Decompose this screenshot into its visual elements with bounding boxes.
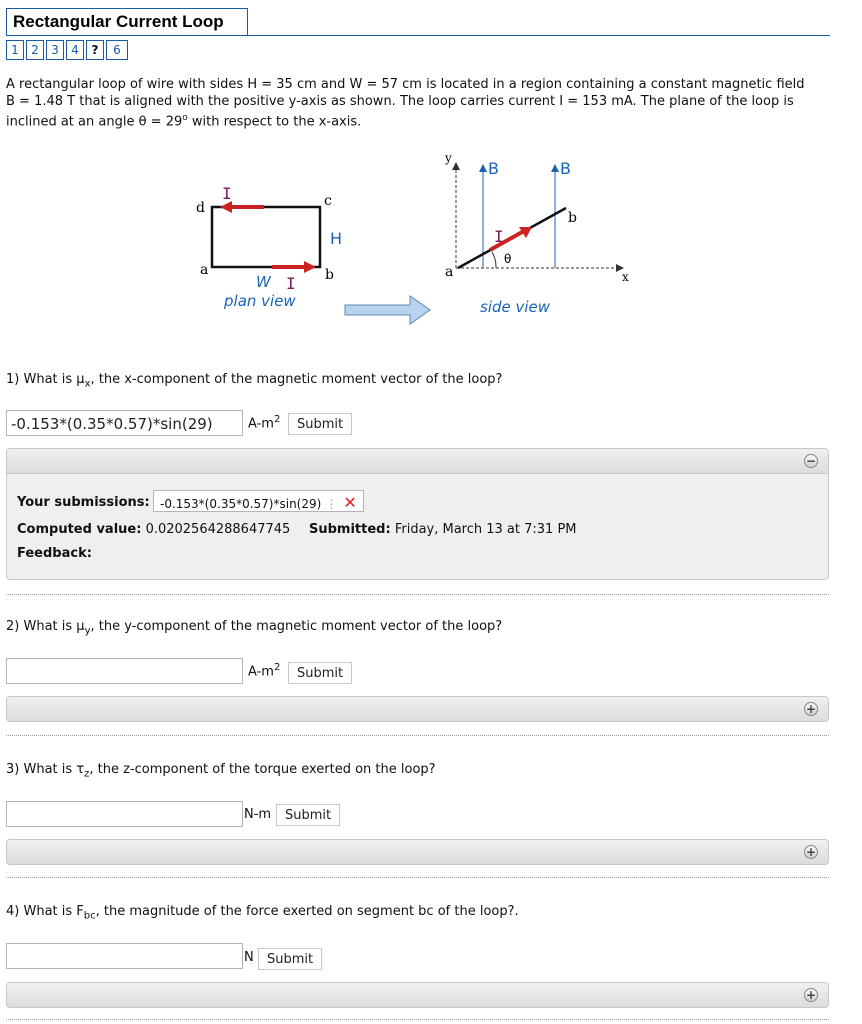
submission-entry: -0.153*(0.35*0.57)*sin(29) ⋮ ✕ bbox=[153, 490, 364, 512]
label-a-plan: a bbox=[200, 262, 209, 278]
loop-figure bbox=[190, 150, 630, 325]
q1-submission-bar[interactable] bbox=[6, 448, 829, 474]
expand-icon[interactable]: + bbox=[805, 845, 817, 859]
feedback-label: Feedback: bbox=[17, 546, 92, 561]
q2-answer-input[interactable] bbox=[6, 658, 243, 684]
pager-item-6[interactable]: 6 bbox=[106, 40, 128, 60]
page-title: Rectangular Current Loop bbox=[6, 8, 248, 36]
label-d: d bbox=[196, 200, 205, 216]
q4-answer-input[interactable] bbox=[6, 943, 243, 969]
question-2-text: 2) What is $\mu_y$, the y-component of the magnetic moment vector of the loop? bbox=[6, 619, 503, 637]
theta-arc bbox=[492, 252, 496, 268]
pager-item-2[interactable]: 2 bbox=[26, 40, 44, 60]
intro-line-1: A rectangular loop of wire with sides H = 35 cm and W = 57 cm is located in a region containing a constant magnetic field bbox=[6, 77, 805, 92]
q3-answer-input[interactable] bbox=[6, 801, 243, 827]
divider bbox=[6, 877, 829, 878]
label-b-side: b bbox=[568, 210, 577, 226]
pager-item-1[interactable]: 1 bbox=[6, 40, 24, 60]
label-current-top: I bbox=[222, 184, 232, 203]
q4-submission-bar[interactable] bbox=[6, 982, 829, 1008]
side-view-caption: side view bbox=[480, 298, 551, 316]
divider bbox=[6, 735, 829, 736]
label-b-field-2: B bbox=[560, 159, 571, 178]
question-3-text: 3) What is $\tau_z$, the z-component of the torque exerted on the loop? bbox=[6, 762, 436, 780]
label-height: H bbox=[330, 229, 343, 248]
label-current-bottom: I bbox=[286, 274, 296, 293]
b-field-arrowhead-2 bbox=[551, 164, 559, 172]
pager-item-3[interactable]: 3 bbox=[46, 40, 64, 60]
q1-answer-input[interactable]: -0.153*(0.35*0.57)*sin(29) bbox=[6, 410, 243, 436]
divider bbox=[6, 1019, 829, 1020]
q2-submission-bar[interactable] bbox=[6, 696, 829, 722]
submitted-time: Submitted: Friday, March 13 at 7:31 PM bbox=[309, 522, 577, 537]
label-width: W bbox=[256, 273, 271, 291]
label-a-side: a bbox=[445, 264, 454, 280]
plan-view-caption: plan view bbox=[224, 292, 296, 310]
label-b-field-1: B bbox=[488, 159, 499, 178]
q3-submit-button[interactable]: Submit bbox=[276, 804, 340, 826]
q2-unit: $A-m^2$ bbox=[248, 662, 281, 680]
collapse-icon[interactable]: − bbox=[805, 454, 817, 468]
q1-unit: $A-m^2$ bbox=[248, 414, 281, 432]
your-submissions-label: Your submissions: bbox=[17, 495, 150, 510]
q2-submit-button[interactable]: Submit bbox=[288, 662, 352, 684]
title-rule bbox=[6, 35, 830, 36]
label-theta: θ bbox=[504, 252, 512, 266]
label-x-axis: x bbox=[622, 270, 629, 284]
b-field-arrowhead-1 bbox=[479, 164, 487, 172]
transition-arrow bbox=[345, 296, 430, 324]
label-b-plan: b bbox=[325, 267, 334, 283]
question-4-text: 4) What is $F_{bc}$, the magnitude of the force exerted on segment bc of the loop?. bbox=[6, 904, 519, 922]
q1-submit-button[interactable]: Submit bbox=[288, 413, 352, 435]
expand-icon[interactable]: + bbox=[805, 988, 817, 1002]
problem-statement bbox=[6, 76, 841, 130]
q4-submit-button[interactable]: Submit bbox=[258, 948, 322, 970]
computed-value: Computed value: 0.0202564288647745 bbox=[17, 522, 291, 537]
q4-unit: N bbox=[244, 950, 254, 965]
incorrect-x-icon: ✕ bbox=[343, 493, 357, 512]
label-y-axis: y bbox=[445, 151, 452, 165]
q3-unit: N-m bbox=[244, 807, 272, 822]
label-current-side: I bbox=[494, 227, 504, 246]
expand-icon[interactable]: + bbox=[805, 702, 817, 716]
question-1-text: 1) What is $\mu_x$, the x-component of the magnetic moment vector of the loop? bbox=[6, 372, 503, 390]
intro-line-2: B = 1.48 T that is aligned with the positive y-axis as shown. The loop carries current I = 153 mA. The plane of the loop is bbox=[6, 94, 794, 109]
divider bbox=[6, 594, 829, 595]
y-axis-arrowhead bbox=[452, 162, 460, 170]
pager-item-current[interactable]: ? bbox=[86, 40, 104, 60]
q1-submission-panel bbox=[6, 474, 829, 580]
label-c: c bbox=[324, 193, 332, 209]
q3-submission-bar[interactable] bbox=[6, 839, 829, 865]
plan-current-arrowhead-bottom bbox=[304, 261, 316, 273]
intro-line-3: inclined at an angle $\theta = 29^o$ with respect to the x-axis. bbox=[6, 113, 362, 130]
plan-loop-rectangle bbox=[212, 207, 320, 267]
pager bbox=[6, 40, 130, 62]
pager-item-4[interactable]: 4 bbox=[66, 40, 84, 60]
